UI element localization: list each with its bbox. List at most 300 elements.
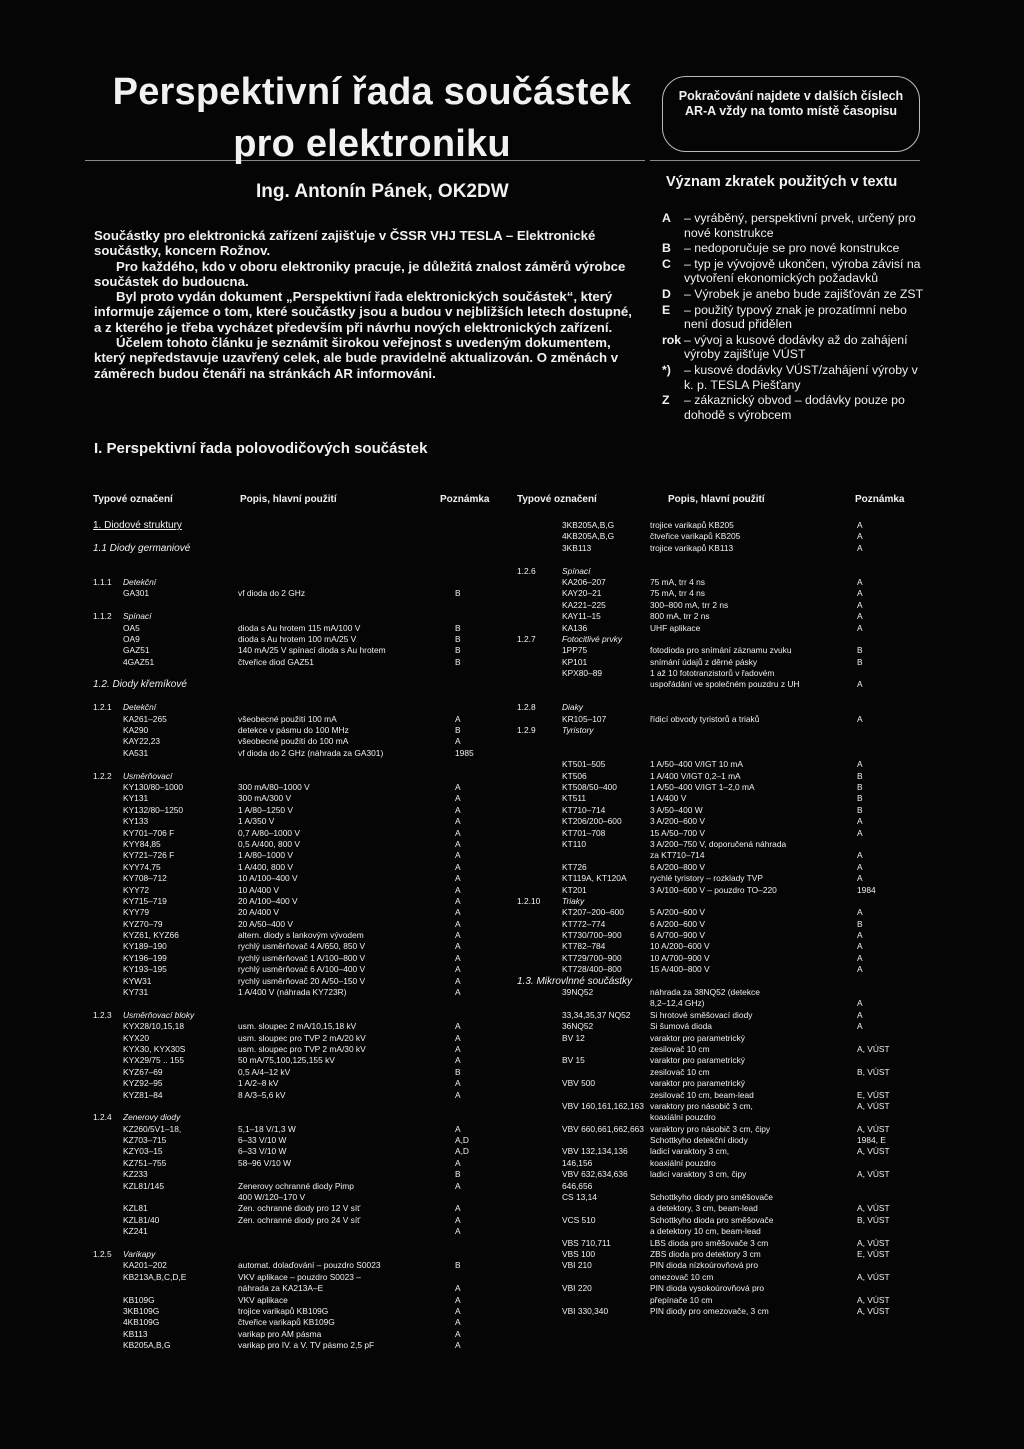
table-row (517, 873, 917, 884)
component-note: A, VÚST (857, 1305, 890, 1316)
component-type: KY133 (123, 816, 149, 827)
component-description: uspořádání ve společném pouzdru z UH (650, 679, 800, 690)
component-description: 3 A/50–400 W (650, 804, 703, 815)
subsection-number: 1.2.7 (517, 633, 536, 644)
subsection-number: 1.2.10 (517, 895, 541, 906)
component-description: UHF aplikace (650, 622, 701, 633)
component-note: B (857, 918, 863, 929)
component-type: KT110 (562, 838, 587, 849)
component-type: CS 13,14 (562, 1192, 597, 1203)
table-row (93, 1272, 483, 1283)
component-note: B (455, 1260, 461, 1271)
table-row (93, 714, 483, 725)
table-row (93, 1158, 483, 1169)
abbreviations-title: Význam zkratek použitých v textu (666, 174, 898, 190)
group-heading: 1.1 Diody germaniové (93, 542, 191, 554)
component-description: Si hrotové směšovací diody (650, 1009, 753, 1020)
abbreviation-meaning: – zákaznický obvod – dodávky pouze po dohodě s výrobcem (684, 393, 905, 422)
component-note: A (857, 964, 863, 975)
table-row (93, 941, 483, 952)
table-row (517, 839, 917, 850)
component-type: KY131 (123, 793, 149, 804)
component-note: A (455, 781, 461, 792)
component-type: KA531 (123, 747, 149, 758)
component-description: VKV aplikace – pouzdro S0023 – (238, 1271, 361, 1282)
table-row (517, 520, 917, 531)
component-note: A (455, 850, 461, 861)
component-note: A (455, 804, 461, 815)
component-note: A (455, 873, 461, 884)
table-row (93, 782, 483, 793)
component-type: KP101 (562, 656, 588, 667)
title-line-1: Perspektivní řada součástek (112, 71, 632, 113)
component-description: 1 A/400 V/IGT 0,2–1 mA (650, 770, 741, 781)
notice-rule (650, 160, 920, 161)
component-note: A, VÚST (857, 1123, 890, 1134)
table-row (93, 634, 483, 645)
component-description: usm. sloupec 2 mA/10,15,18 kV (238, 1021, 357, 1032)
component-type: KA206–207 (562, 576, 606, 587)
component-note: A (455, 1203, 461, 1214)
component-type: GAZ51 (123, 645, 150, 656)
component-description: 1 A/80–1000 V (238, 850, 293, 861)
component-type: 4KB205A,B,G (562, 531, 615, 542)
table-row (517, 998, 917, 1009)
component-note: B (455, 645, 461, 656)
component-type: KZ241 (123, 1226, 148, 1237)
table-row (93, 1044, 483, 1055)
table-row (517, 987, 917, 998)
spacer (517, 554, 917, 565)
spacer (93, 1238, 483, 1249)
component-type: BV 12 (562, 1032, 585, 1043)
component-description: náhrada za KA213A–E (238, 1283, 324, 1294)
abbreviation-meaning: – použitý typový znak je prozatímní nebo není dosud přidělen (684, 302, 907, 332)
table-row (517, 930, 917, 941)
spacer (93, 691, 483, 702)
component-description: trojice varikapů KB109G (238, 1305, 329, 1316)
table-row (93, 1124, 483, 1135)
component-description: 6 A/200–800 V (650, 861, 705, 872)
component-description: 15 A/50–700 V (650, 827, 705, 838)
component-description: a detektory 10 cm, beam-lead (650, 1226, 761, 1237)
component-note: A (857, 998, 863, 1009)
table-row (93, 1033, 483, 1044)
subsection-title: Varikapy (123, 1249, 156, 1259)
subsection-number: 1.2.8 (517, 702, 536, 713)
component-type: OA5 (123, 622, 140, 633)
table-row (93, 828, 483, 839)
table-row (517, 1283, 917, 1294)
table-subsection (517, 725, 917, 736)
component-description: varikap pro IV. a V. TV pásmo 2,5 pF (238, 1340, 375, 1351)
table-row (517, 759, 917, 770)
component-type: KB205A,B,G (123, 1340, 171, 1351)
subsection-number: 1.2.3 (93, 1009, 112, 1020)
table-subsection (93, 1249, 483, 1260)
component-note: A (455, 1157, 461, 1168)
table-row (93, 1260, 483, 1271)
table-group-heading (517, 976, 917, 987)
component-description: 6–33 V/10 W (238, 1135, 287, 1146)
table-row (517, 862, 917, 873)
component-note: 1985 (455, 747, 474, 758)
component-type: KR105–107 (562, 713, 607, 724)
table-subsection (93, 702, 483, 713)
component-description: Schottkyho detekční diody (650, 1135, 748, 1146)
component-note: A,D (455, 1135, 469, 1146)
table-row (517, 623, 917, 634)
subsection-title: Diaky (562, 702, 583, 713)
component-note: A (455, 895, 461, 906)
table-row (517, 1203, 917, 1214)
subsection-title: Usměrňovací bloky (123, 1009, 195, 1020)
component-note: A (857, 1021, 863, 1032)
component-description: 8 A/3–5,6 kV (238, 1089, 286, 1100)
component-type: KT701–708 (562, 827, 606, 838)
abbreviations-list (662, 211, 924, 423)
table-row (93, 657, 483, 668)
table-row (93, 1295, 483, 1306)
component-note: A (455, 1180, 461, 1191)
component-description: 400 W/120–170 V (238, 1192, 306, 1203)
table-row (517, 1033, 917, 1044)
component-type: 3KB109G (123, 1305, 160, 1316)
subsection-number: 1.2.2 (93, 770, 112, 781)
component-type: KYZ61, KYZ66 (123, 930, 179, 941)
component-description: všeobecné použití 100 mA (238, 713, 337, 724)
table-row (517, 1101, 917, 1112)
component-description: 0,5 A/400, 800 V (238, 838, 300, 849)
component-type: 39NQ52 (562, 987, 594, 998)
component-description: 15 A/400–800 V (650, 964, 710, 975)
table-row (517, 714, 917, 725)
spacer (517, 736, 917, 747)
abbreviation-item (662, 303, 924, 332)
table-row (93, 793, 483, 804)
component-description: náhrada za 38NQ52 (detekce (650, 987, 760, 998)
intro-paragraph: Pro každého, kdo v oboru elektroniky pracuje, je důležitá znalost záměrů výrobce součástek do budoucna. (94, 258, 626, 289)
table-row (93, 964, 483, 975)
component-type: KYZ70–79 (123, 918, 163, 929)
header-note-left: Poznámka (440, 494, 490, 505)
component-type: KYZ92–95 (123, 1078, 163, 1089)
component-note: A (455, 838, 461, 849)
abbreviation-meaning: – Výrobek je anebo bude zajišťován ze ZST (684, 286, 924, 301)
component-description: PIN dioda nízkoúrovňová pro (650, 1260, 759, 1271)
component-description: rychlý usměrňovač 1 A/100–800 V (238, 952, 366, 963)
subsection-title: Tyristory (562, 725, 594, 736)
table-row (517, 1249, 917, 1260)
component-type: KB109G (123, 1294, 155, 1305)
component-note: 1984 (857, 884, 876, 895)
component-note: A, VÚST (857, 1237, 890, 1248)
table-row (93, 1226, 483, 1237)
component-description: 140 mA/25 V spínací dioda s Au hrotem (238, 645, 386, 656)
component-note: A (857, 873, 863, 884)
component-description: varaktor pro parametrický (650, 1078, 745, 1089)
component-note: A (455, 1328, 461, 1339)
table-row (517, 953, 917, 964)
table-row (517, 645, 917, 656)
subsection-title: Detekční (123, 576, 157, 587)
subsection-title: Spínací (562, 565, 591, 576)
component-note: B (857, 793, 863, 804)
component-type: KY193–195 (123, 964, 167, 975)
table-subsection (517, 896, 917, 907)
table-row (93, 1317, 483, 1328)
component-type: KYY72 (123, 884, 150, 895)
component-note: A (455, 975, 461, 986)
component-note: A (857, 952, 863, 963)
component-description: altern. diody s lankovým vývodem (238, 930, 364, 941)
component-note: B (857, 656, 863, 667)
component-description: 50 mA/75,100,125,155 kV (238, 1055, 335, 1066)
table-row (517, 543, 917, 554)
spacer (93, 1101, 483, 1112)
table-row (517, 941, 917, 952)
component-description: 6 A/700–900 V (650, 930, 705, 941)
component-description: 10 A/100–400 V (238, 873, 298, 884)
component-type: VBV 660,661,662,663 (562, 1123, 644, 1134)
component-note: A (857, 1009, 863, 1020)
abbreviation-key: rok (662, 332, 682, 347)
component-note: B (455, 1169, 461, 1180)
table-row (93, 1021, 483, 1032)
component-note: B (857, 770, 863, 781)
abbreviation-meaning: – vývoj a kusové dodávky až do zahájení výroby zajišťuje VÚST (684, 332, 908, 362)
component-description: koaxiální pouzdro (650, 1157, 716, 1168)
component-description: 3 A/200–750 V, doporučená náhrada (650, 838, 787, 849)
component-description: LBS dioda pro směšovače 3 cm (650, 1237, 769, 1248)
component-type: VBV 632,634,636 (562, 1169, 628, 1180)
component-note: 1984, E (857, 1135, 886, 1146)
table-row (93, 919, 483, 930)
component-description: 6 A/200–600 V (650, 918, 705, 929)
abbreviation-meaning: – vyráběný, perspektivní prvek, určený pro nové konstrukce (684, 211, 916, 240)
abbreviation-key: D (662, 286, 671, 301)
component-type: KYW31 (123, 975, 152, 986)
component-note: A (455, 987, 461, 998)
component-description: 10 A/200–600 V (650, 941, 710, 952)
table-row (93, 645, 483, 656)
table-row (93, 1203, 483, 1214)
component-note: B (455, 633, 461, 644)
component-description: rychlé tyristory – rozklady TVP (650, 873, 763, 884)
group-heading: 1.2. Diody křemíkové (93, 679, 187, 691)
component-description: 300 mA/80–1000 V (238, 781, 310, 792)
component-type: KT729/700–900 (562, 952, 622, 963)
component-type: KYX28/10,15,18 (123, 1021, 185, 1032)
component-note: A (857, 713, 863, 724)
table-left-column (93, 520, 483, 1352)
component-note: A (455, 793, 461, 804)
component-type: KB213A,B,C,D,E (123, 1271, 187, 1282)
component-description: dioda s Au hrotem 100 mA/25 V (238, 633, 357, 644)
subsection-number: 1.2.1 (93, 702, 112, 713)
table-row (517, 1112, 917, 1123)
component-note: A (857, 850, 863, 861)
table-row (517, 1272, 917, 1283)
table-row (517, 1124, 917, 1135)
component-description: usm. sloupec pro TVP 2 mA/20 kV (238, 1032, 366, 1043)
table-subsection (93, 1112, 483, 1123)
component-description: varaktor pro parametrický (650, 1032, 745, 1043)
table-group-heading (93, 679, 483, 690)
component-description: zesilovač 10 cm (650, 1066, 710, 1077)
component-description: 300 mA/300 V (238, 793, 292, 804)
component-type: 1PP75 (562, 645, 588, 656)
table-subsection (517, 634, 917, 645)
component-type: KYY84,85 (123, 838, 161, 849)
table-row (517, 805, 917, 816)
component-type: KT710–714 (562, 804, 606, 815)
component-description: fotodioda pro snímání záznamu zvuku (650, 645, 792, 656)
subsection-number: 1.1.1 (93, 576, 112, 587)
table-row (93, 805, 483, 816)
component-note: A, VÚST (857, 1043, 890, 1054)
table-subsection (517, 702, 917, 713)
component-note: A (455, 1214, 461, 1225)
component-note: A, VÚST (857, 1271, 890, 1282)
component-type: KZL81/40 (123, 1214, 160, 1225)
table-row (517, 1090, 917, 1101)
subsection-title: Fotocitlivé prvky (562, 633, 623, 644)
component-note: A (455, 1089, 461, 1100)
component-description: snímání údajů z děrné pásky (650, 656, 758, 667)
component-description: rychlý usměrňovač 4 A/650, 850 V (238, 941, 366, 952)
abbreviation-key: Z (662, 393, 670, 408)
spacer (93, 668, 483, 679)
component-type: KYX30, KYX30S (123, 1043, 186, 1054)
component-description: ladicí varaktory 3 cm, (650, 1146, 730, 1157)
component-description: všeobecné použití do 100 mA (238, 736, 349, 747)
table-subsection (93, 611, 483, 622)
component-description: VKV aplikace (238, 1294, 288, 1305)
intro-paragraph: Byl proto vydán dokument „Perspektivní řada elektronických součástek“, který informuje zájemce o tom, které součástky jsou a budou v nejbližších letech dostupné, a z kterého je třeba vycházet především při návrhu nových elektronických zařízení. (94, 289, 632, 335)
spacer (517, 748, 917, 759)
component-note: B (455, 622, 461, 633)
component-description: 300–800 mA, trr 2 ns (650, 599, 729, 610)
component-type: KYY79 (123, 907, 150, 918)
component-note: A (857, 599, 863, 610)
header-desc-right: Popis, hlavní použití (668, 494, 765, 505)
component-note: A, VÚST (857, 1203, 890, 1214)
component-type: KPX80–89 (562, 668, 603, 679)
table-row (517, 1226, 917, 1237)
subsection-title: Detekční (123, 702, 157, 713)
table-row (93, 1135, 483, 1146)
component-note: A (455, 1317, 461, 1328)
component-description: 0,7 A/80–1000 V (238, 827, 300, 838)
table-row (517, 679, 917, 690)
table-row (517, 1021, 917, 1032)
table-row (93, 976, 483, 987)
component-type: KZL81 (123, 1203, 148, 1214)
abbreviation-key: E (662, 302, 671, 317)
component-note: A (455, 1226, 461, 1237)
component-description: varaktory pro násobič 3 cm, čipy (650, 1123, 771, 1134)
subsection-number: 1.2.5 (93, 1249, 112, 1259)
component-note: A (455, 1043, 461, 1054)
table-row (93, 885, 483, 896)
component-note: A (857, 679, 863, 690)
abbreviation-key: B (662, 241, 671, 256)
group-heading: 1.3. Mikrovlnné součástky (517, 975, 633, 987)
table-row (517, 793, 917, 804)
component-type: KZ703–715 (123, 1135, 167, 1146)
component-type: KY731 (123, 987, 149, 998)
component-type: KT730/700–900 (562, 930, 622, 941)
component-description: usm. sloupec pro TVP 2 mA/30 kV (238, 1043, 366, 1054)
component-type: KY701–706 F (123, 827, 175, 838)
spacer (93, 600, 483, 611)
component-type: KZ233 (123, 1169, 148, 1180)
table-row (517, 1010, 917, 1021)
component-type: KT119A, KT120A (562, 873, 627, 884)
component-type: KT201 (562, 884, 587, 895)
component-description: 1 až 10 fototranzistorů v řadovém (650, 668, 775, 679)
component-note: A (455, 941, 461, 952)
component-type: KT511 (562, 793, 587, 804)
table-row (517, 600, 917, 611)
component-type: KYY74,75 (123, 861, 161, 872)
component-description: varikap pro AM pásma (238, 1328, 322, 1339)
intro-paragraph: Účelem tohoto článku je seznámit širokou veřejnost s uvedeným dokumentem, který nepředstavuje uzavřený celek, ale bude pravidelně aktualizován. O změnách v záměrech budou čtenáři na stránkách AR informováni. (94, 335, 619, 381)
component-type: VBV 160,161,162,163 (562, 1100, 644, 1111)
component-description: čtveřice varikapů KB109G (238, 1317, 335, 1328)
component-description: 5 A/200–600 V (650, 907, 705, 918)
component-type: 3KB205A,B,G (562, 520, 615, 530)
component-note: E, VÚST (857, 1249, 890, 1259)
component-type: BV 15 (562, 1055, 585, 1066)
component-note: A (455, 1340, 461, 1351)
table-row (517, 668, 917, 679)
component-type: KT772–774 (562, 918, 606, 929)
component-note: A (455, 713, 461, 724)
component-note: A (455, 918, 461, 929)
component-note: B (455, 588, 461, 599)
abbreviation-item (662, 393, 924, 422)
component-type: KT728/400–800 (562, 964, 622, 975)
component-type: KA221–225 (562, 599, 606, 610)
component-type: KZ260/5V1–18, (123, 1123, 182, 1134)
subsection-title: Triaky (562, 895, 585, 906)
component-note: B (455, 725, 461, 736)
component-type: KY721–726 F (123, 850, 175, 861)
table-row (93, 736, 483, 747)
component-description: čtveřice varikapů KB205 (650, 531, 741, 542)
component-note: E, VÚST (857, 1089, 890, 1100)
component-description: 1 A/400 V (náhrada KY723R) (238, 987, 347, 998)
component-type: KAY11–15 (562, 611, 601, 622)
component-description: Si šumová dioda (650, 1021, 712, 1032)
component-description: varaktor pro parametrický (650, 1055, 745, 1066)
component-note: B (857, 804, 863, 815)
component-note: A (857, 827, 863, 838)
table-row (517, 1238, 917, 1249)
component-type: VCS 510 (562, 1214, 596, 1225)
title-line-2: pro elektroniku (233, 123, 511, 165)
component-note: A (857, 531, 863, 542)
table-row (517, 885, 917, 896)
component-type: KY132/80–1250 (123, 804, 184, 815)
component-description: 20 A/50–400 V (238, 918, 293, 929)
table-row (93, 930, 483, 941)
table-row (517, 816, 917, 827)
component-type: VBV 132,134,136 (562, 1146, 628, 1157)
component-description: rychlý usměrňovač 6 A/100–400 V (238, 964, 366, 975)
